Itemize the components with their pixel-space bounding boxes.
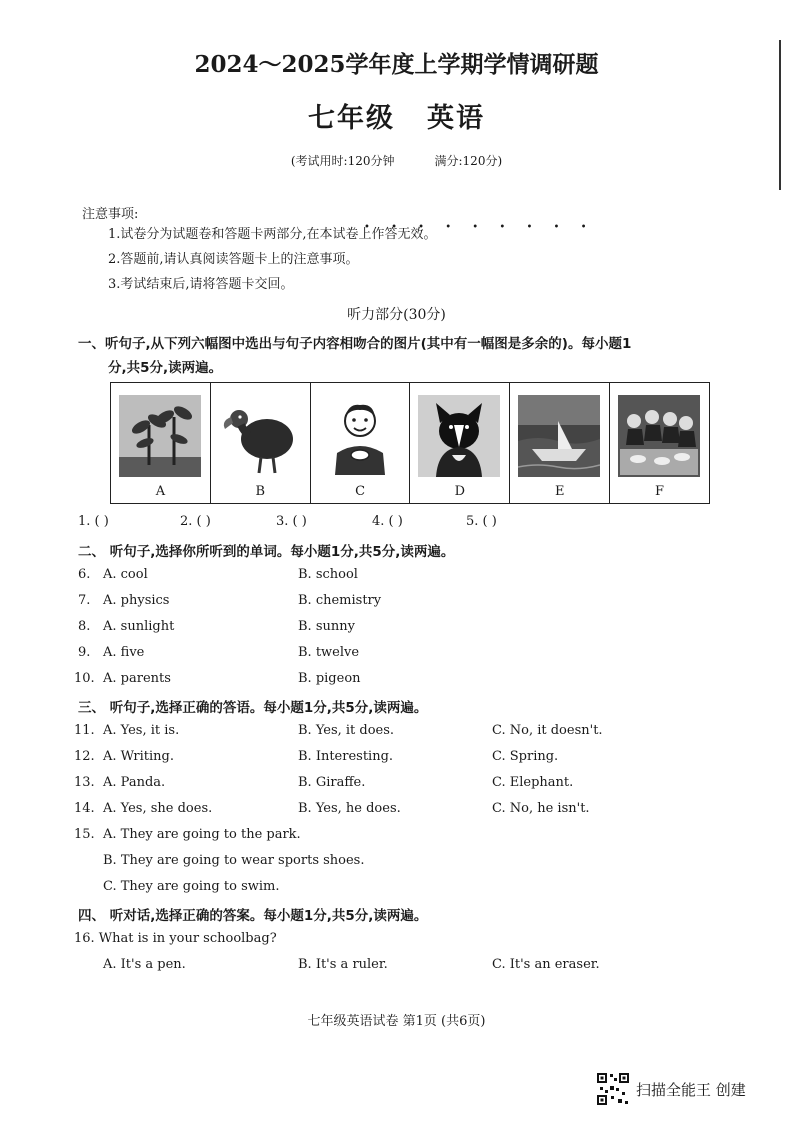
option-b[interactable]: B. school: [298, 567, 358, 582]
notice-item-2: 2.答题前,请认真阅读答题卡上的注意事项。: [108, 252, 359, 267]
picture-label-d: D: [454, 484, 466, 499]
option-b[interactable]: B. It's a ruler.: [298, 957, 388, 972]
option-c[interactable]: C. Spring.: [492, 749, 559, 764]
picture-label-b: B: [255, 484, 266, 499]
option-c[interactable]: C. They are going to swim.: [103, 879, 280, 894]
section-2-heading: 二、 听句子,选择你所听到的单词。每小题1分,共5分,读两遍。: [78, 544, 455, 560]
subject-label: 英语: [427, 103, 485, 134]
picture-f: [610, 383, 709, 503]
page-footer: 七年级英语试卷 第1页 (共6页): [307, 1014, 486, 1029]
option-b[interactable]: B. chemistry: [298, 593, 382, 608]
option-b[interactable]: B. pigeon: [298, 671, 361, 686]
option-c[interactable]: C. It's an eraser.: [492, 957, 600, 972]
scanner-watermark: [596, 1072, 746, 1106]
dodo-bird-icon: [219, 395, 301, 477]
answer-blank-1[interactable]: 1. ( ): [78, 514, 109, 529]
answer-blank-5[interactable]: 5. ( ): [466, 514, 497, 529]
option-b[interactable]: B. sunny: [298, 619, 355, 634]
option-b[interactable]: B. Yes, it does.: [298, 723, 395, 738]
paper-boat-icon: [518, 395, 600, 477]
option-a[interactable]: A. Yes, she does.: [103, 801, 213, 816]
option-b[interactable]: B. Giraffe.: [298, 775, 366, 790]
option-b[interactable]: B. Yes, he does.: [298, 801, 401, 816]
section-1-heading: 一、听句子,从下列六幅图中选出与句子内容相吻合的图片(其中有一幅图是多余的)。每小题1: [78, 336, 632, 352]
exam-title: 2024～2025学年度上学期学情调研题: [194, 51, 599, 78]
question-number: 12.: [74, 749, 95, 764]
question-number: 9.: [78, 645, 91, 660]
boy-eating-icon: [319, 395, 401, 477]
option-a[interactable]: A. Writing.: [103, 749, 175, 764]
question-number: 14.: [74, 801, 95, 816]
picture-label-e: E: [554, 484, 565, 499]
notice-item-1: 1.试卷分为试题卷和答题卡两部分,在本试卷上作答无效。: [108, 227, 437, 242]
picture-label-f: F: [655, 484, 665, 499]
picture-label-a: A: [155, 484, 166, 499]
option-c[interactable]: C. Elephant.: [492, 775, 574, 790]
watermark-text: 扫描全能王 创建: [636, 1080, 746, 1099]
answer-blank-4[interactable]: 4. ( ): [372, 514, 403, 529]
question-number: 6.: [78, 567, 91, 582]
full-score: 满分:120分): [434, 154, 503, 168]
option-a[interactable]: A. It's a pen.: [103, 957, 186, 972]
section-3-heading: 三、 听句子,选择正确的答语。每小题1分,共5分,读两遍。: [78, 700, 428, 716]
exam-subject: [0, 96, 793, 135]
question-number: 10.: [74, 671, 95, 686]
picture-b: [211, 383, 311, 503]
option-a[interactable]: A. parents: [103, 671, 171, 686]
answer-blank-3[interactable]: 3. ( ): [276, 514, 307, 529]
section-1-heading-cont: 分,共5分,读两遍。: [108, 360, 223, 376]
dog-icon: [418, 395, 500, 477]
answer-blank-2[interactable]: 2. ( ): [180, 514, 211, 529]
plant-icon: [119, 395, 201, 477]
option-a[interactable]: A. They are going to the park.: [103, 827, 301, 842]
picture-d: [410, 383, 510, 503]
option-a[interactable]: A. Panda.: [103, 775, 166, 790]
qr-code-icon: [596, 1072, 630, 1106]
option-c[interactable]: C. No, it doesn't.: [492, 723, 603, 738]
family-dinner-icon: [618, 395, 700, 477]
option-b[interactable]: B. They are going to wear sports shoes.: [103, 853, 365, 868]
picture-table: [110, 382, 710, 504]
question-number: 11.: [74, 723, 95, 738]
notice-item-3: 3.考试结束后,请将答题卡交回。: [108, 277, 294, 292]
section-4-heading: 四、 听对话,选择正确的答案。每小题1分,共5分,读两遍。: [78, 908, 428, 924]
listening-part-title: 听力部分(30分): [347, 307, 446, 323]
option-b[interactable]: B. twelve: [298, 645, 360, 660]
question-number: 8.: [78, 619, 91, 634]
option-a[interactable]: A. Yes, it is.: [103, 723, 180, 738]
notice-heading: 注意事项:: [82, 207, 139, 222]
exam-info: [0, 152, 793, 169]
option-a[interactable]: A. sunlight: [103, 619, 175, 634]
question-16: 16. What is in your schoolbag?: [74, 931, 277, 946]
picture-label-c: C: [355, 484, 366, 499]
question-number: 13.: [74, 775, 95, 790]
question-number: 15.: [74, 827, 95, 842]
emphasis-dots: • • • • • • • • •: [364, 222, 596, 233]
picture-a: [111, 383, 211, 503]
option-a[interactable]: A. physics: [103, 593, 170, 608]
exam-time: (考试用时:120分钟: [290, 154, 395, 168]
picture-e: [510, 383, 610, 503]
option-a[interactable]: A. five: [103, 645, 145, 660]
question-number: 7.: [78, 593, 91, 608]
option-c[interactable]: C. No, he isn't.: [492, 801, 590, 816]
grade-label: 七年级: [308, 103, 395, 134]
option-b[interactable]: B. Interesting.: [298, 749, 394, 764]
picture-c: [311, 383, 411, 503]
option-a[interactable]: A. cool: [103, 567, 148, 582]
